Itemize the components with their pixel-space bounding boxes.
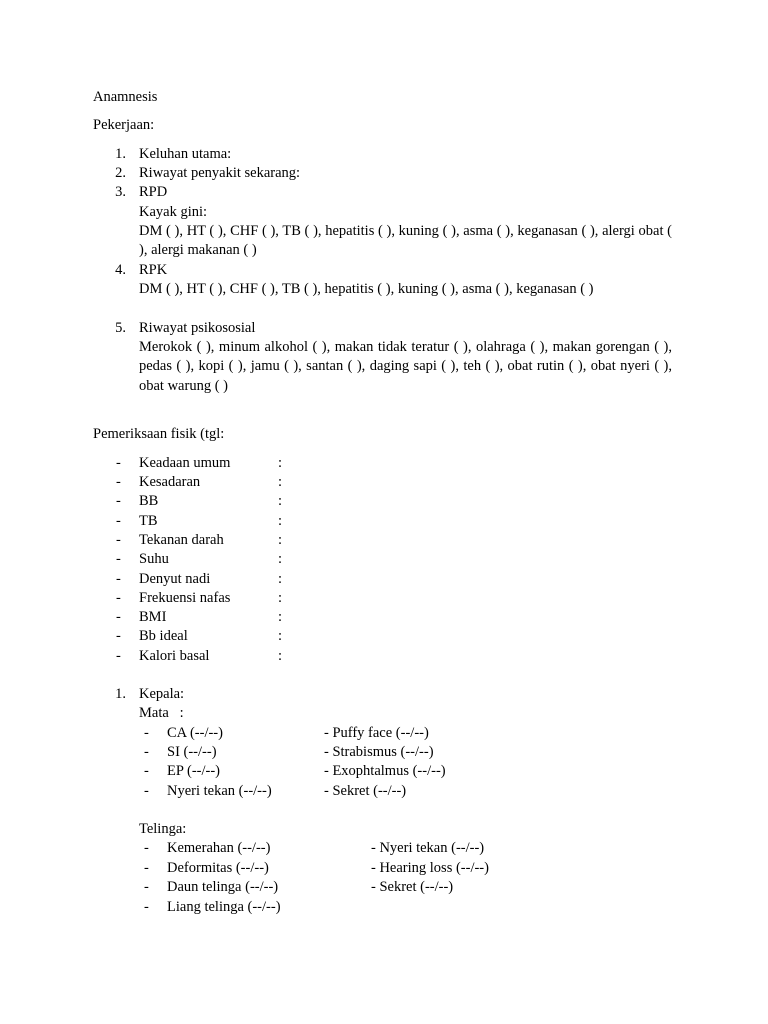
bullet: - xyxy=(144,860,149,876)
mata-label: Mata : xyxy=(139,705,184,721)
mata-item: - Puffy face (--/--) xyxy=(324,725,429,741)
fisik-item-colon: : xyxy=(278,513,283,529)
fisik-item-colon: : xyxy=(278,628,283,644)
bullet: - xyxy=(116,513,121,529)
fisik-item-colon: : xyxy=(278,474,283,490)
mata-item: - Exophtalmus (--/--) xyxy=(324,763,446,779)
telinga-item: - Nyeri tekan (--/--) xyxy=(371,840,485,856)
fisik-item-colon: : xyxy=(278,609,283,625)
telinga-item: Daun telinga (--/--) xyxy=(167,879,279,895)
fisik-item-colon: : xyxy=(278,590,283,606)
bullet: - xyxy=(144,899,149,915)
rpk-checklist-text: DM ( ), HT ( ), CHF ( ), TB ( ), hepatitis ( ), kuning ( ), asma ( ), keganasan ( ) xyxy=(139,281,594,297)
list-number: 4. xyxy=(115,262,126,278)
list-number: 2. xyxy=(115,165,126,181)
rpk-label: RPK xyxy=(139,262,168,278)
bullet: - xyxy=(116,648,121,664)
riwayat-penyakit-sekarang-label: Riwayat penyakit sekarang: xyxy=(139,165,301,181)
bullet: - xyxy=(144,763,149,779)
fisik-item-label: TB xyxy=(139,513,158,529)
rpd-sub-label: Kayak gini: xyxy=(139,204,208,220)
bullet: - xyxy=(116,571,121,587)
bullet: - xyxy=(144,840,149,856)
riwayat-psikososial-label: Riwayat psikososial xyxy=(139,320,256,336)
kepala-label: Kepala: xyxy=(139,686,185,702)
fisik-item-colon: : xyxy=(278,532,283,548)
mata-item: SI (--/--) xyxy=(167,744,217,760)
bullet: - xyxy=(116,474,121,490)
fisik-item-colon: : xyxy=(278,455,283,471)
fisik-item-label: Frekuensi nafas xyxy=(139,590,231,606)
fisik-item-label: Tekanan darah xyxy=(139,532,224,548)
telinga-item: - Hearing loss (--/--) xyxy=(371,860,489,876)
list-number: 1. xyxy=(115,686,126,702)
fisik-item-label: BB xyxy=(139,493,159,509)
fisik-item-label: Kalori basal xyxy=(139,648,210,664)
bullet: - xyxy=(144,744,149,760)
rpd-label: RPD xyxy=(139,184,168,200)
list-number: 1. xyxy=(115,146,126,162)
mata-item: CA (--/--) xyxy=(167,725,223,741)
list-number: 3. xyxy=(115,184,126,200)
rpd-checklist-text: DM ( ), HT ( ), CHF ( ), TB ( ), hepatitis ( ), kuning ( ), asma ( ), keganasan ( ), alergi obat ( ), alergi makanan ( ) xyxy=(139,223,672,259)
bullet: - xyxy=(116,609,121,625)
bullet: - xyxy=(116,532,121,548)
fisik-item-colon: : xyxy=(278,648,283,664)
telinga-label: Telinga: xyxy=(139,821,187,837)
bullet: - xyxy=(116,628,121,644)
mata-item: - Sekret (--/--) xyxy=(324,783,407,799)
telinga-item: Deformitas (--/--) xyxy=(167,860,269,876)
telinga-item: Kemerahan (--/--) xyxy=(167,840,271,856)
bullet: - xyxy=(144,725,149,741)
mata-item: EP (--/--) xyxy=(167,763,221,779)
keluhan-utama-label: Keluhan utama: xyxy=(139,146,232,162)
bullet: - xyxy=(144,783,149,799)
mata-item: Nyeri tekan (--/--) xyxy=(167,783,272,799)
section-title-pemeriksaan-fisik: Pemeriksaan fisik (tgl: xyxy=(93,426,225,442)
bullet: - xyxy=(116,455,121,471)
bullet: - xyxy=(116,493,121,509)
section-title-anamnesis: Anamnesis xyxy=(93,89,158,105)
mata-item: - Strabismus (--/--) xyxy=(324,744,434,760)
telinga-item: Liang telinga (--/--) xyxy=(167,899,281,915)
fisik-item-colon: : xyxy=(278,493,283,509)
bullet: - xyxy=(116,551,121,567)
list-number: 5. xyxy=(115,320,126,336)
fisik-item-label: Keadaan umum xyxy=(139,455,231,471)
bullet: - xyxy=(116,590,121,606)
telinga-item: - Sekret (--/--) xyxy=(371,879,454,895)
bullet: - xyxy=(144,879,149,895)
fisik-item-label: Denyut nadi xyxy=(139,571,211,587)
pekerjaan-label: Pekerjaan: xyxy=(93,117,155,133)
fisik-item-label: Suhu xyxy=(139,551,169,567)
fisik-item-colon: : xyxy=(278,571,283,587)
fisik-item-label: BMI xyxy=(139,609,167,625)
fisik-item-label: Kesadaran xyxy=(139,474,201,490)
fisik-item-colon: : xyxy=(278,551,283,567)
fisik-item-label: Bb ideal xyxy=(139,628,188,644)
psikososial-checklist-text: Merokok ( ), minum alkohol ( ), makan tidak teratur ( ), olahraga ( ), makan gorengan ( ), pedas ( ), kopi ( ), jamu ( ), santan ( ), daging sapi ( ), teh ( ), obat rutin ( ), obat nyeri ( ), obat warung ( ) xyxy=(139,339,672,394)
